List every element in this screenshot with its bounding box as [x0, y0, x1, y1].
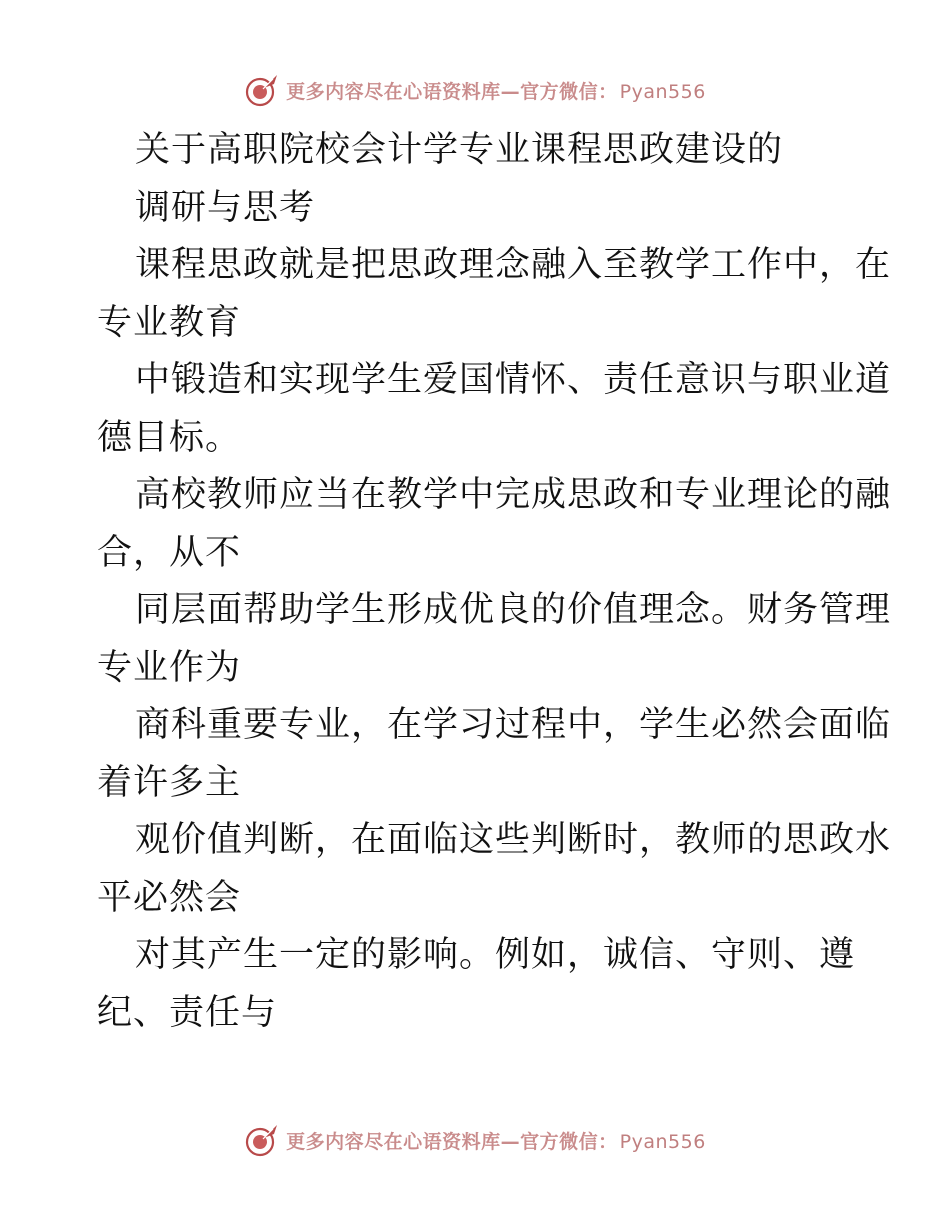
doc-text-line: 合，从不: [97, 532, 242, 573]
doc-text-line: 着许多主: [97, 762, 242, 803]
watermark-text: 更多内容尽在心语资料库—官方微信： Pyan556: [286, 80, 706, 103]
watermark-wechat-id: Pyan556: [619, 80, 706, 103]
quill-logo-icon: [244, 72, 280, 108]
doc-title-line-2: 调研与思考: [135, 187, 316, 228]
doc-text-line: 专业作为: [97, 647, 242, 688]
quill-logo-icon: [244, 1122, 280, 1158]
watermark-text: 更多内容尽在心语资料库—官方微信： Pyan556: [286, 1130, 706, 1153]
document-body: [97, 122, 892, 1042]
doc-text-line: 纪、责任与: [97, 992, 278, 1033]
doc-text-line: 观价值判断，在面临这些判断时，教师的思政水: [135, 820, 892, 860]
doc-text-line: 中锻造和实现学生爱国情怀、责任意识与职业道: [135, 360, 892, 400]
doc-text-line: 对其产生一定的影响。例如，诚信、守则、遵: [135, 935, 856, 975]
doc-text-line: 商科重要专业，在学习过程中，学生必然会面临: [135, 705, 892, 745]
doc-text-line: 专业教育: [97, 302, 242, 343]
doc-text-line: 平必然会: [97, 877, 242, 918]
header-watermark: [0, 70, 950, 110]
doc-text-line: 高校教师应当在教学中完成思政和专业理论的融: [135, 475, 892, 515]
doc-text-line: 课程思政就是把思政理念融入至教学工作中，在: [135, 245, 892, 285]
watermark-wechat-id: Pyan556: [619, 1130, 706, 1153]
doc-text-line: 德目标。: [97, 417, 242, 458]
footer-watermark: [0, 1120, 950, 1160]
doc-text-line: 同层面帮助学生形成优良的价值理念。财务管理: [135, 590, 892, 630]
doc-title-line-1: 关于高职院校会计学专业课程思政建设的: [135, 130, 784, 170]
